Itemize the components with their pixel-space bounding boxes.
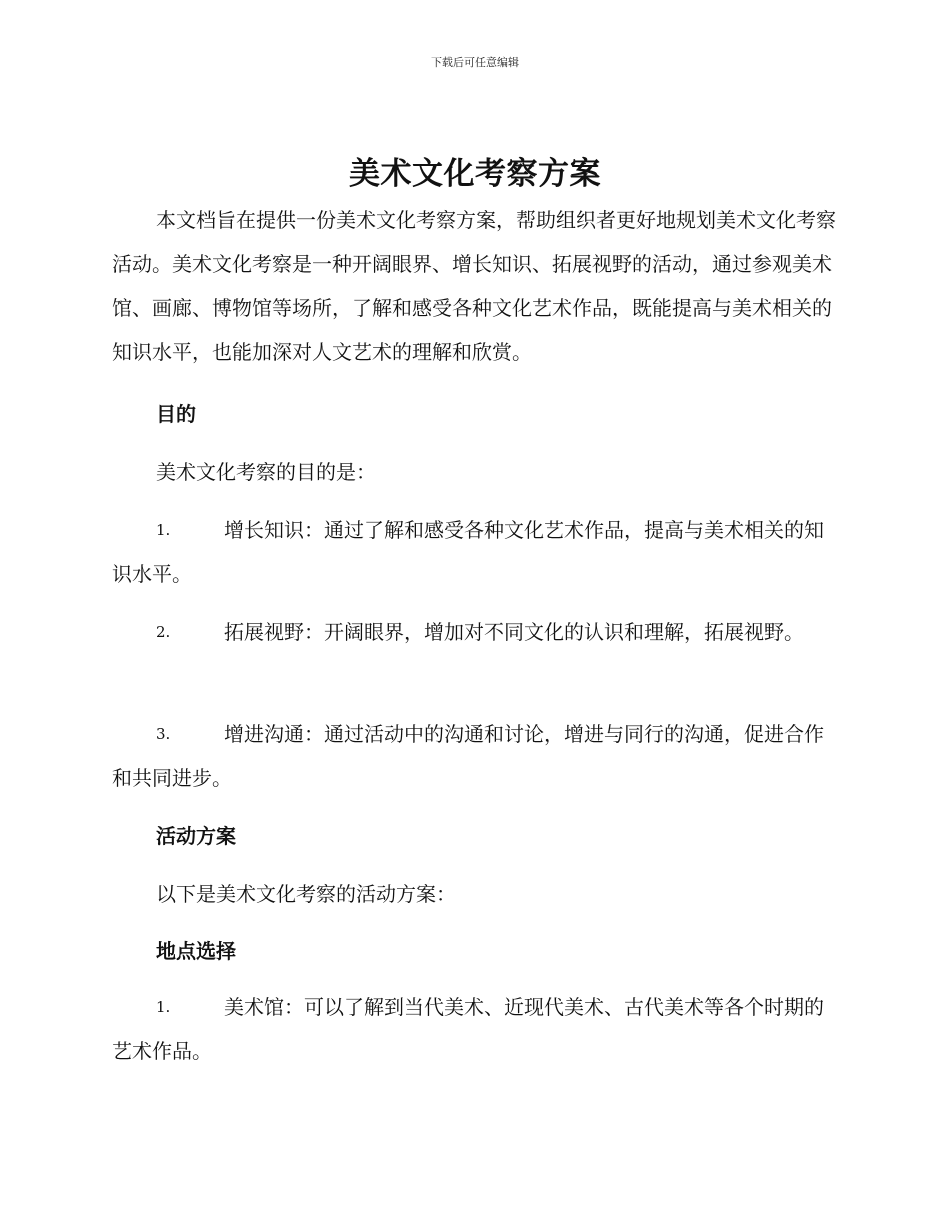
document-title: 美术文化考察方案 [349, 156, 601, 192]
list-text: 美术馆：可以了解到当代美术、近现代美术、古代美术等各个时期的艺术作品。 [112, 995, 824, 1063]
purpose-lead: 美术文化考察的目的是： [156, 460, 376, 484]
heading-location: 地点选择 [156, 939, 236, 963]
intro-paragraph: 本文档旨在提供一份美术文化考察方案，帮助组织者更好地规划美术文化考察活动。美术文化考察是一种开阔眼界、增长知识、拓展视野的活动，通过参观美术馆、画廊、博物馆等场所，了解和感受各种文化艺术作品，既能提高与美术相关的知识水平，也能加深对人文艺术的理解和欣赏。 [112, 208, 836, 364]
location-item-1 [112, 985, 838, 1073]
list-text: 增长知识：通过了解和感受各种文化艺术作品，提高与美术相关的知识水平。 [112, 518, 824, 586]
list-number: 2. [156, 623, 171, 641]
plan-lead: 以下是美术文化考察的活动方案： [156, 882, 456, 906]
list-text: 拓展视野：开阔眼界，增加对不同文化的认识和理解，拓展视野。 [224, 620, 804, 644]
purpose-item-3 [112, 712, 838, 800]
heading-purpose: 目的 [156, 402, 196, 426]
purpose-item-2 [112, 610, 838, 654]
header-note: 下载后可任意编辑 [431, 56, 519, 69]
heading-plan: 活动方案 [156, 824, 236, 848]
list-number: 1. [156, 998, 171, 1016]
purpose-item-1 [112, 508, 838, 596]
list-text: 增进沟通：通过活动中的沟通和讨论，增进与同行的沟通，促进合作和共同进步。 [112, 722, 824, 790]
list-number: 1. [156, 521, 171, 539]
list-number: 3. [156, 725, 171, 743]
